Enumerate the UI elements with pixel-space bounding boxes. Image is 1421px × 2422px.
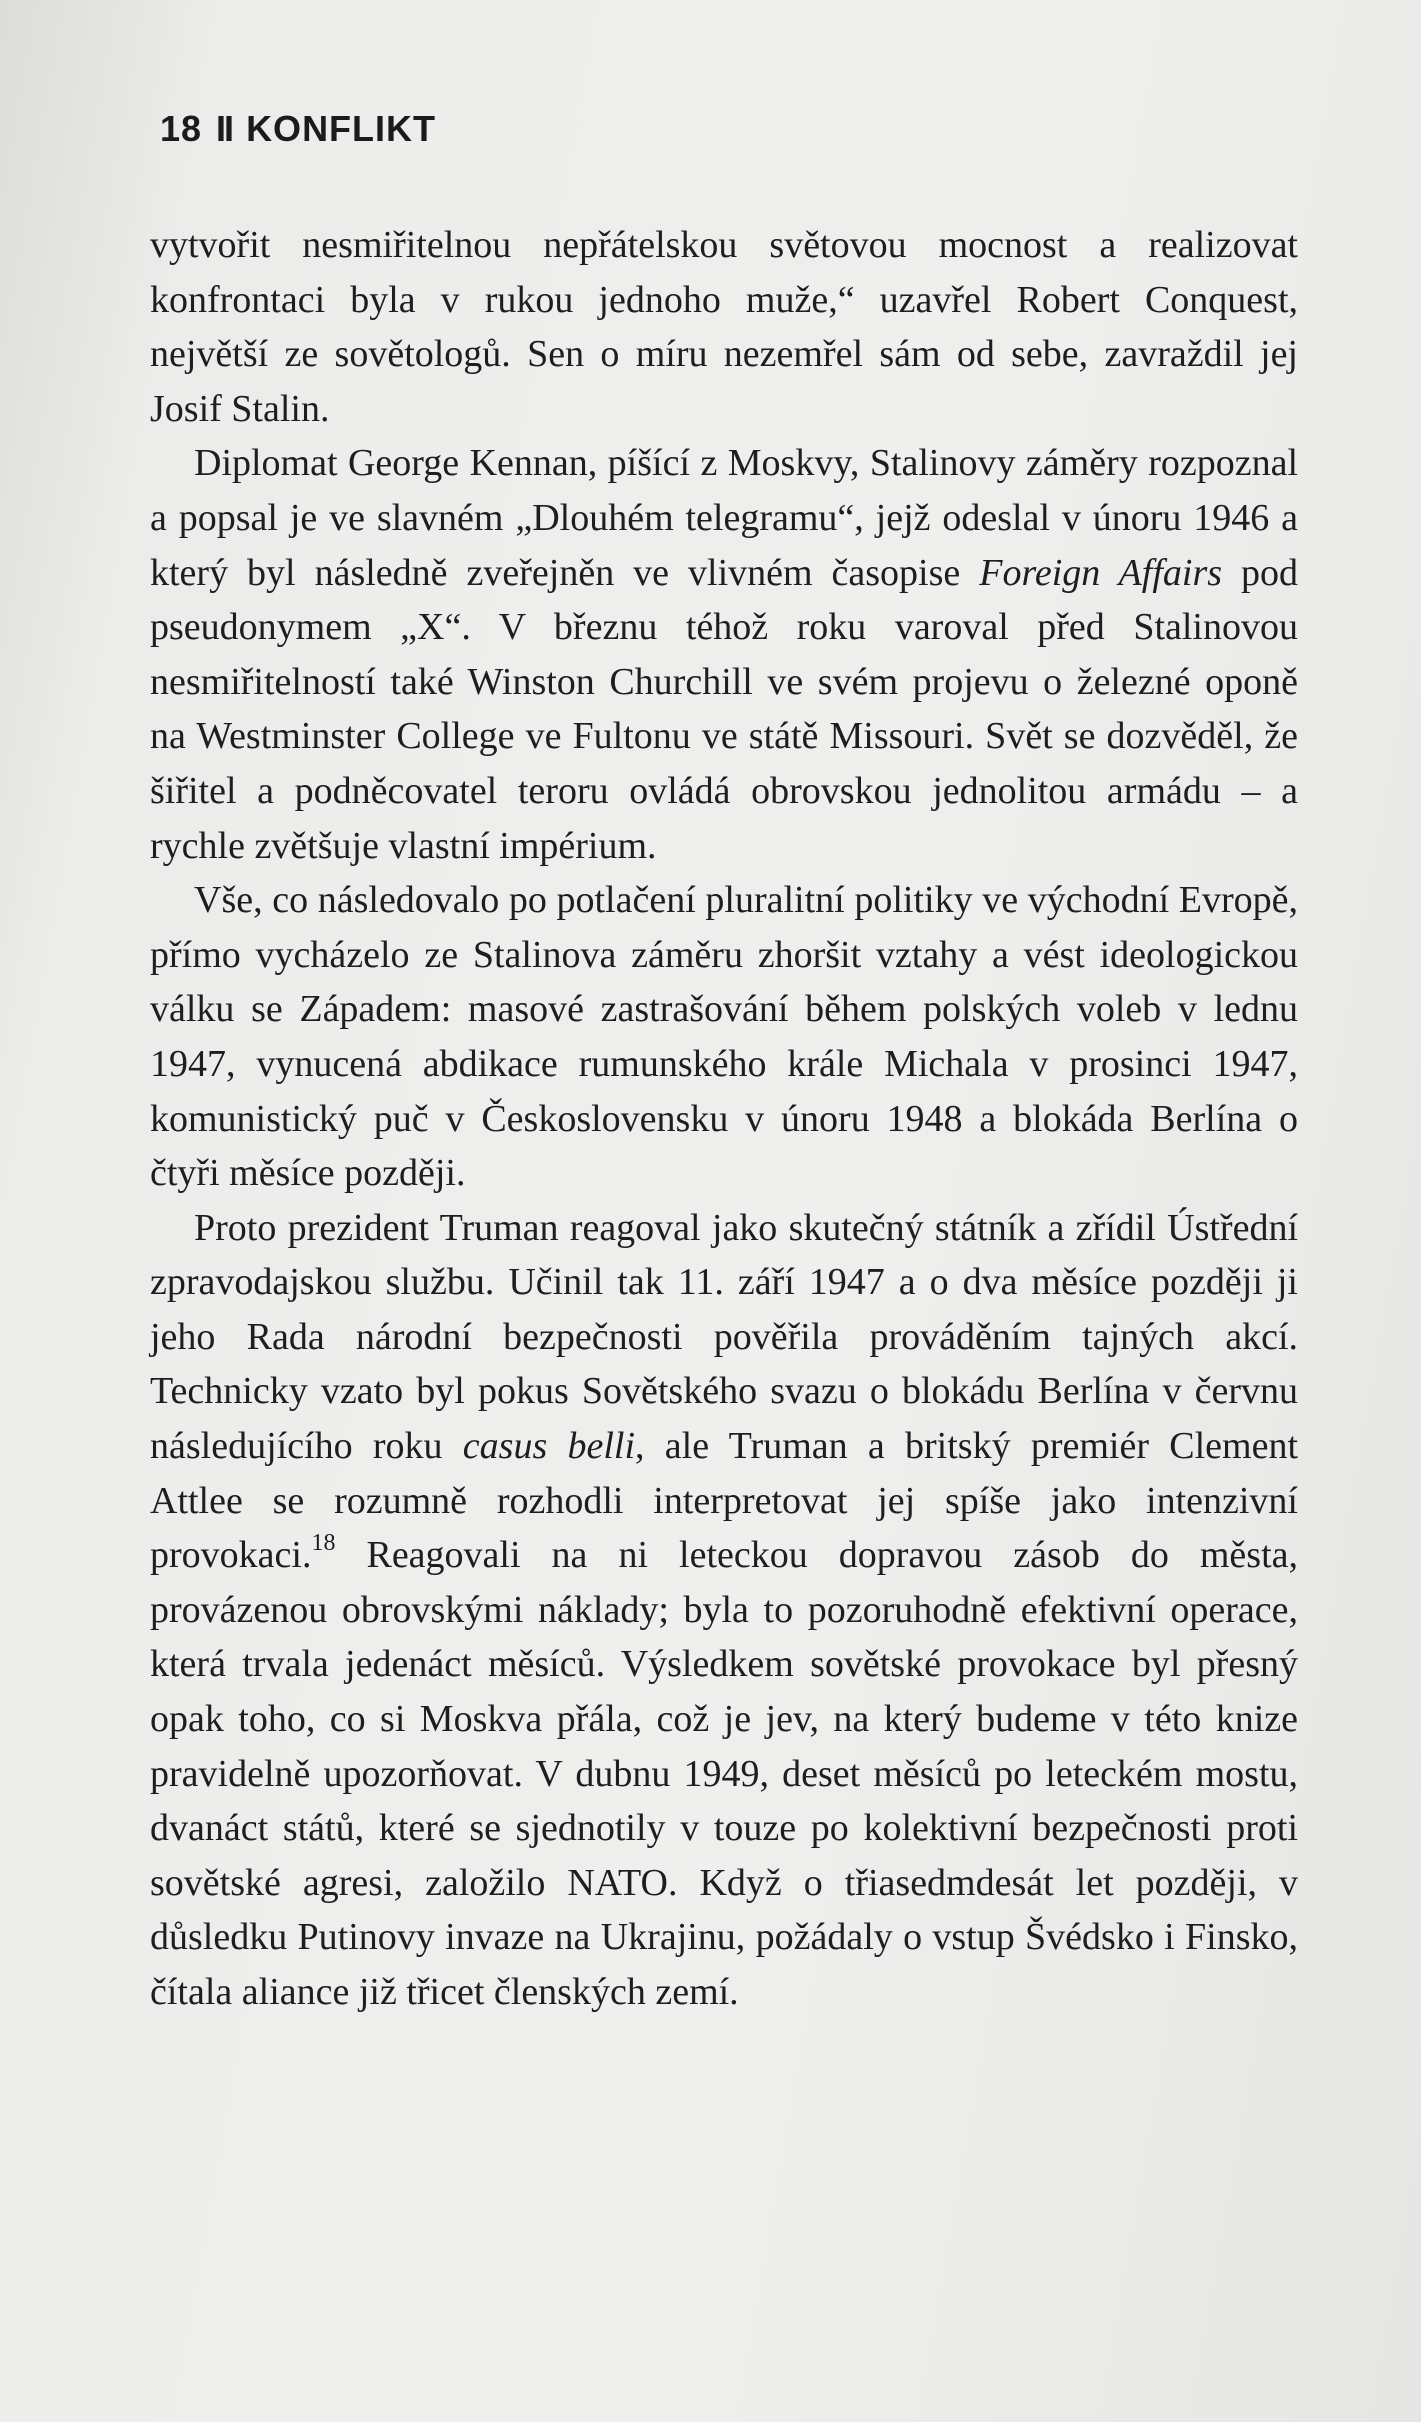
paragraph-3	[150, 873, 1298, 1201]
header-separator: II	[216, 108, 233, 149]
page-number: 18	[160, 108, 203, 149]
paragraph-text: pod pseudonymem „X“. V březnu téhož roku varoval před Stalinovou nesmiřitelností také Winston Churchill ve svém projevu o železné oponě na Westminster College ve Fultonu ve státě Missouri. Svět se dozvěděl, že šiřitel a podněcovatel teroru ovládá obrovskou jednolitou armádu – a rychle zvětšuje vlastní impérium.	[150, 551, 1298, 867]
running-head	[160, 108, 436, 150]
paragraph-1	[150, 218, 1298, 436]
paragraph-2	[150, 436, 1298, 873]
journal-title: Foreign Affairs	[979, 551, 1223, 594]
paragraph-text: Diplomat George Kennan, píšící z Moskvy, Stalinovy záměry rozpoznal a popsal je ve slavném „Dlouhém telegramu“, jejž odeslal v únoru 1946 a který byl následně zveřejněn ve vlivném časopise	[150, 442, 1298, 594]
latin-term: casus belli	[462, 1425, 636, 1468]
paragraph-4	[150, 1201, 1298, 2020]
footnote-marker: 18	[311, 1529, 336, 1556]
paragraph-text: Vše, co následovalo po potlačení pluralitní politiky ve východní Evropě, přímo vycházelo ze Stalinova záměru zhoršit vztahy a vést ideologickou válku se Západem: masové zastrašování během polských voleb v lednu 1947, vynucená abdikace rumunského krále Michala v prosinci 1947, komunistický puč v Československu v únoru 1948 a blokáda Berlína o čtyři měsíce později.	[150, 879, 1298, 1195]
paragraph-text: Reagovali na ni leteckou dopravou zásob do města, provázenou obrovskými náklady; byla to pozoruhodně efektivní operace, která trvala jedenáct měsíců. Výsledkem sovětské provokace byl přesný opak toho, co si Moskva přála, což je jev, na který budeme v této knize pravidelně upozorňovat. V dubnu 1949, deset měsíců po leteckém mostu, dvanáct států, které se sjednotily v touze po kolektivní bezpečnosti proti sovětské agresi, založilo NATO. Když o třiasedmdesát let později, v důsledku Putinovy invaze na Ukrajinu, požádaly o vstup Švédsko i Finsko, čítala aliance již třicet členských zemí.	[150, 1534, 1298, 2013]
paragraph-text: , ale Truman a britský premiér Clement Attlee se rozumně rozhodli interpretovat jej spíše jako intenzivní provokaci.	[150, 1425, 1298, 1577]
paragraph-text: Proto prezident Truman reagoval jako skutečný státník a zřídil Ústřední zpravodajskou službu. Učinil tak 11. září 1947 a o dva měsíce později ji jeho Rada národní bezpečnosti pověřila prováděním tajných akcí. Technicky vzato byl pokus Sovětského svazu o blokádu Berlína v červnu následujícího roku	[150, 1206, 1298, 1468]
body-text	[150, 218, 1298, 2020]
chapter-title: KONFLIKT	[246, 108, 437, 149]
paragraph-text: vytvořit nesmiřitelnou nepřátelskou světovou mocnost a realizovat konfrontaci byla v rukou jednoho muže,“ uzavřel Robert Conquest, největší ze sovětologů. Sen o míru nezemřel sám od sebe, zavraždil jej Josif Stalin.	[150, 224, 1298, 430]
